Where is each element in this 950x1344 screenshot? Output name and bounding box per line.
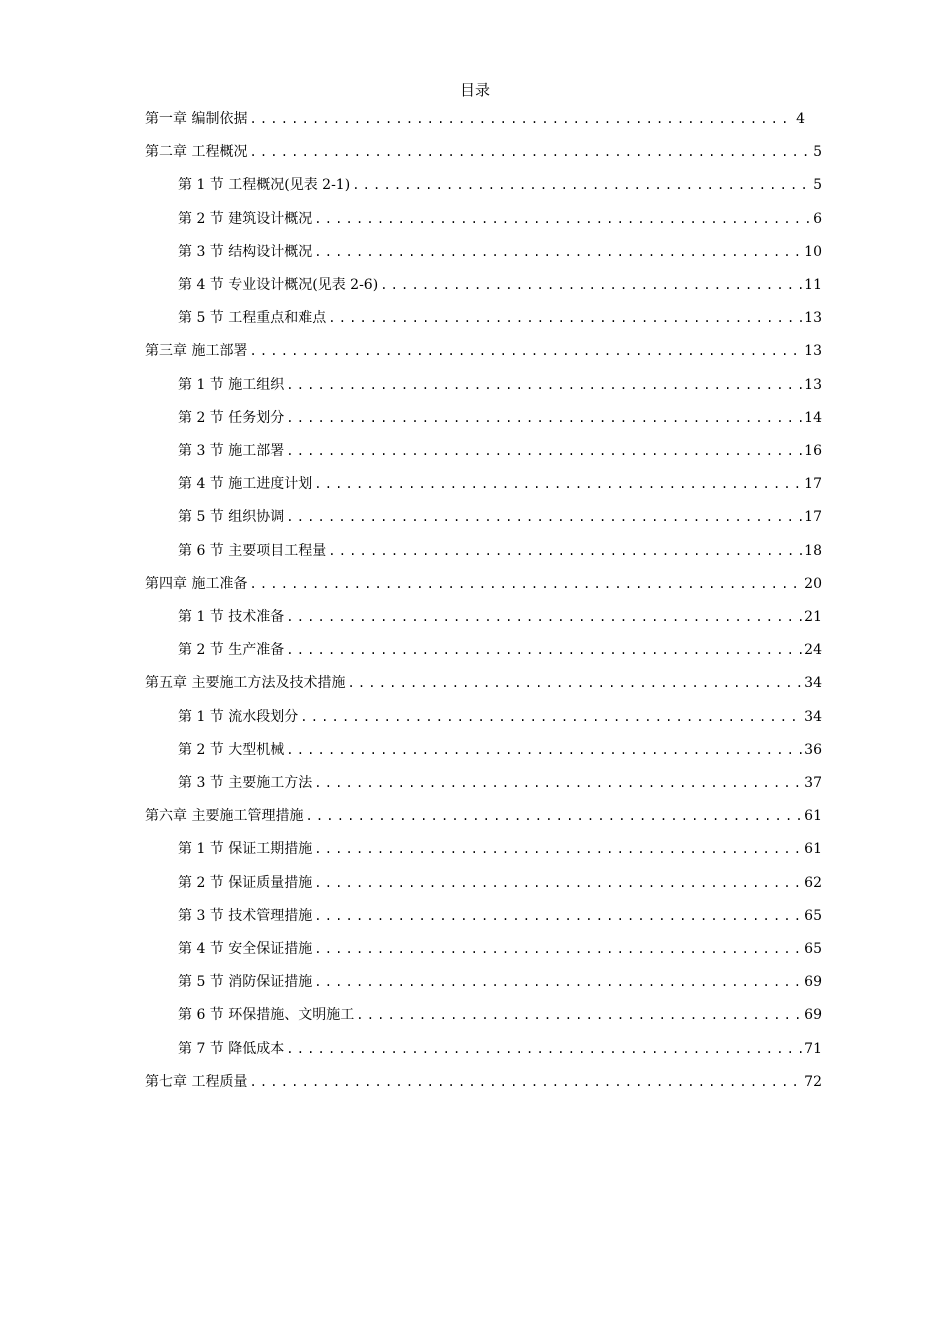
toc-section-entry[interactable] (178, 904, 822, 926)
toc-section-entry[interactable] (178, 871, 822, 893)
toc-entry-label: 第 6 节 环保措施、文明施工 (178, 1007, 355, 1024)
toc-entry-label: 第 5 节 工程重点和难点 (178, 310, 327, 327)
toc-page-number: 62 (804, 874, 822, 891)
toc-section-entry[interactable] (178, 1037, 822, 1059)
toc-page-number: 17 (804, 509, 822, 526)
toc-entry-label: 第五章 主要施工方法及技术措施 (145, 675, 346, 692)
dot-leader (314, 209, 811, 229)
toc-entry-label: 第一章 编制依据 (145, 111, 248, 127)
toc-entry-label: 第 4 节 施工进度计划 (178, 476, 313, 493)
toc-page-number: 36 (804, 741, 822, 758)
dot-leader (356, 1005, 802, 1025)
dot-leader (286, 640, 802, 660)
toc-page-number: 37 (804, 775, 822, 791)
toc-page-number: 72 (804, 1073, 822, 1090)
toc-chapter-entry[interactable] (145, 339, 822, 361)
dot-leader (286, 607, 802, 627)
toc-entry-label: 第 2 节 任务划分 (178, 409, 285, 426)
toc-entry-label: 第 5 节 消防保证措施 (178, 974, 313, 991)
toc-section-entry[interactable] (178, 306, 822, 328)
dot-leader (314, 839, 802, 859)
toc-page-number: 24 (804, 642, 822, 659)
toc-chapter-entry[interactable] (145, 572, 822, 594)
toc-page-number: 13 (804, 310, 822, 327)
toc-section-entry[interactable] (178, 605, 822, 627)
toc-page-number: 71 (804, 1040, 822, 1057)
toc-page-number: 13 (804, 343, 822, 360)
toc-entry-label: 第四章 施工准备 (145, 575, 248, 592)
dot-leader (314, 906, 802, 926)
dot-leader (249, 142, 811, 162)
dot-leader (328, 541, 802, 561)
toc-entry-label: 第 3 节 结构设计概况 (178, 243, 313, 260)
dot-leader (249, 574, 802, 594)
toc-entry-label: 第 6 节 主要项目工程量 (178, 542, 327, 559)
dot-leader (286, 1039, 802, 1059)
dot-leader (314, 939, 802, 959)
toc-entry-label: 第 1 节 施工组织 (178, 376, 285, 393)
toc-entry-label: 第 7 节 降低成本 (178, 1040, 285, 1057)
dot-leader (328, 308, 802, 328)
toc-section-entry[interactable] (178, 406, 822, 428)
toc-section-entry[interactable] (178, 240, 822, 262)
toc-section-entry[interactable] (178, 207, 822, 229)
toc-entry-label: 第三章 施工部署 (145, 343, 248, 360)
toc-section-entry[interactable] (178, 705, 822, 727)
toc-section-entry[interactable] (178, 837, 822, 859)
toc-page-number: 34 (804, 675, 822, 692)
toc-entry-label: 第 5 节 组织协调 (178, 509, 285, 526)
dot-leader (286, 375, 802, 395)
toc-entry-label: 第 2 节 建筑设计概况 (178, 210, 313, 227)
toc-page-number: 21 (804, 609, 822, 625)
toc-entry-label: 第 2 节 生产准备 (178, 642, 285, 659)
toc-chapter-entry[interactable] (145, 140, 822, 162)
toc-page-number: 65 (804, 907, 822, 924)
toc-entry-label: 第 2 节 大型机械 (178, 741, 285, 758)
toc-entry-label: 第 4 节 安全保证措施 (178, 941, 313, 957)
dot-leader (305, 806, 802, 826)
dot-leader (314, 773, 802, 793)
dot-leader (314, 972, 802, 992)
toc-page-number: 65 (804, 941, 822, 957)
toc-section-entry[interactable] (178, 970, 822, 992)
toc-entry-label: 第 1 节 保证工期措施 (178, 841, 313, 858)
toc-section-entry[interactable] (178, 273, 822, 295)
toc-section-entry[interactable] (178, 373, 822, 395)
toc-section-entry[interactable] (178, 173, 822, 195)
toc-entry-label: 第 1 节 工程概况(见表 2-1) (178, 177, 351, 194)
toc-page-number: 61 (804, 808, 822, 825)
toc-section-entry[interactable] (178, 937, 822, 959)
toc-entry-label: 第七章 工程质量 (145, 1073, 248, 1090)
toc-title: 目录 (459, 81, 490, 99)
toc-section-entry[interactable] (178, 439, 822, 461)
toc-section-entry[interactable] (178, 505, 822, 527)
toc-page-number: 11 (804, 277, 822, 293)
toc-page-number: 34 (804, 708, 822, 725)
toc-section-entry[interactable] (178, 638, 822, 660)
toc-page-number: 6 (813, 210, 822, 227)
toc-entry-label: 第 3 节 技术管理措施 (178, 907, 313, 924)
dot-leader (286, 408, 802, 428)
toc-page-number: 5 (813, 144, 822, 161)
toc-page-number: 20 (804, 575, 822, 592)
toc-section-entry[interactable] (178, 738, 822, 760)
toc-section-entry[interactable] (178, 472, 822, 494)
dot-leader (314, 873, 802, 893)
toc-page-number: 69 (804, 974, 822, 991)
toc-page-number: 16 (804, 443, 822, 459)
toc-section-entry[interactable] (178, 539, 822, 561)
toc-entry-label: 第 3 节 施工部署 (178, 443, 285, 459)
toc-page-number: 10 (804, 243, 822, 260)
toc-chapter-entry[interactable] (145, 107, 805, 129)
toc-entry-label: 第六章 主要施工管理措施 (145, 808, 304, 825)
toc-section-entry[interactable] (178, 1003, 822, 1025)
toc-section-entry[interactable] (178, 771, 822, 793)
toc-page-number: 61 (804, 841, 822, 858)
dot-leader (300, 707, 802, 727)
toc-page-number: 18 (804, 542, 822, 559)
dot-leader (347, 673, 802, 693)
toc-entry-label: 第 3 节 主要施工方法 (178, 775, 313, 791)
dot-leader (352, 175, 811, 195)
dot-leader (286, 740, 802, 760)
toc-entry-label: 第 2 节 保证质量措施 (178, 874, 313, 891)
dot-leader (286, 441, 802, 461)
toc-entry-label: 第 4 节 专业设计概况(见表 2-6) (178, 277, 379, 293)
dot-leader (314, 242, 802, 262)
dot-leader (314, 474, 802, 494)
dot-leader (249, 1072, 802, 1092)
dot-leader (249, 109, 794, 129)
dot-leader (380, 275, 802, 295)
toc-page-number: 69 (804, 1007, 822, 1024)
dot-leader (249, 341, 802, 361)
toc-page-number: 13 (804, 376, 822, 393)
toc-page-number: 14 (804, 409, 822, 426)
toc-page-number: 4 (796, 111, 805, 127)
toc-entry-label: 第 1 节 技术准备 (178, 609, 285, 625)
toc-entry-label: 第二章 工程概况 (145, 144, 248, 161)
dot-leader (286, 507, 802, 527)
toc-chapter-entry[interactable] (145, 671, 822, 693)
toc-chapter-entry[interactable] (145, 804, 822, 826)
toc-chapter-entry[interactable] (145, 1070, 822, 1092)
toc-page-number: 17 (804, 476, 822, 493)
toc-entry-label: 第 1 节 流水段划分 (178, 708, 299, 725)
toc-page-number: 5 (813, 177, 822, 194)
